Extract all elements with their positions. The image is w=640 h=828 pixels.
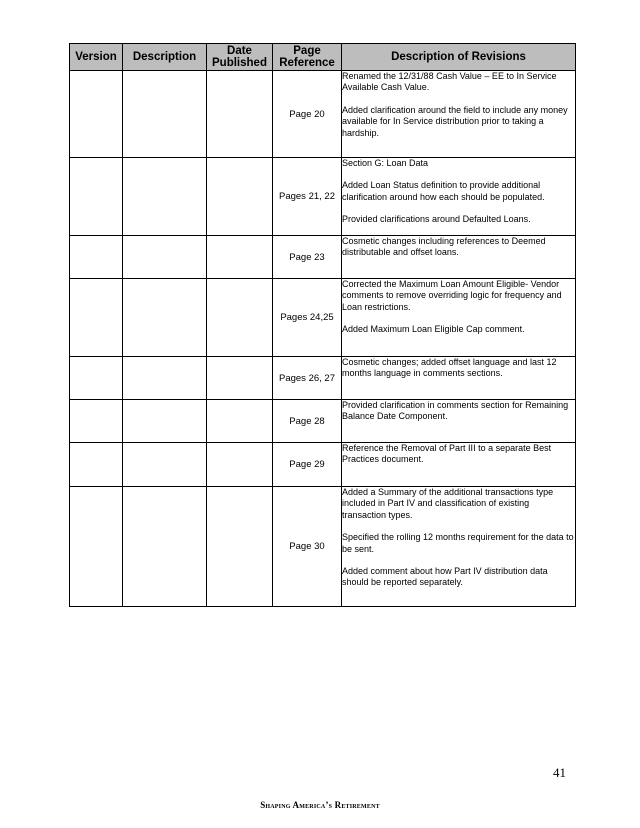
date-published-cell	[207, 443, 273, 487]
revision-text: Cosmetic changes including references to Deemed distributable and offset loans.	[342, 236, 546, 258]
revision-text: Renamed the 12/31/88 Cash Value – EE to In Service Available Cash Value.	[342, 71, 557, 93]
revisions-cell	[342, 400, 576, 443]
revision-history-table	[69, 43, 576, 607]
page-number: 41	[553, 765, 566, 780]
version-cell	[70, 400, 123, 443]
revisions-cell	[342, 357, 576, 400]
revision-text: Reference the Removal of Part III to a separate Best Practices document.	[342, 443, 552, 465]
table-row	[70, 236, 576, 279]
table-row	[70, 158, 576, 236]
table-row	[70, 487, 576, 607]
date-published-cell	[207, 400, 273, 443]
revision-text: Provided clarification in comments section for Remaining Balance Date Component.	[342, 400, 569, 422]
header-page-reference: Page Reference	[273, 44, 342, 71]
table-row	[70, 71, 576, 158]
revisions-cell	[342, 487, 576, 607]
version-cell	[70, 357, 123, 400]
table-row	[70, 400, 576, 443]
page-reference-cell: Pages 21, 22	[273, 158, 342, 236]
description-cell	[123, 236, 207, 279]
page-reference-cell: Page 29	[273, 443, 342, 487]
table-row	[70, 357, 576, 400]
version-cell	[70, 71, 123, 158]
version-cell	[70, 443, 123, 487]
revisions-cell	[342, 236, 576, 279]
revisions-cell	[342, 71, 576, 158]
version-cell	[70, 158, 123, 236]
version-cell	[70, 279, 123, 357]
description-cell	[123, 400, 207, 443]
description-cell	[123, 357, 207, 400]
date-published-cell	[207, 71, 273, 158]
page-reference-cell: Page 20	[273, 71, 342, 158]
revision-text: Added Maximum Loan Eligible Cap comment.	[342, 324, 525, 335]
description-cell	[123, 443, 207, 487]
description-cell	[123, 487, 207, 607]
page-reference-cell: Pages 26, 27	[273, 357, 342, 400]
date-published-cell	[207, 158, 273, 236]
header-version: Version	[70, 44, 123, 71]
version-cell	[70, 487, 123, 607]
revisions-cell	[342, 443, 576, 487]
date-published-cell	[207, 236, 273, 279]
page-reference-cell: Page 28	[273, 400, 342, 443]
revision-text: Added clarification around the field to include any money available for In Service distribution prior to taking a hardship.	[342, 104, 568, 138]
description-cell	[123, 279, 207, 357]
table-row	[70, 443, 576, 487]
page-reference-cell: Pages 24,25	[273, 279, 342, 357]
description-cell	[123, 158, 207, 236]
revision-text: Provided clarifications around Defaulted Loans.	[342, 214, 531, 225]
header-date-published: Date Published	[207, 44, 273, 71]
revisions-cell	[342, 279, 576, 357]
date-published-cell	[207, 487, 273, 607]
revision-text: Added comment about how Part IV distribution data should be reported separately.	[342, 566, 548, 588]
table-header-row	[70, 44, 576, 71]
revision-text: Corrected the Maximum Loan Amount Eligible- Vendor comments to remove overriding logic for frequency and Loan restrictions.	[342, 279, 562, 312]
description-cell	[123, 71, 207, 158]
revision-text: Added Loan Status definition to provide additional clarification around how each should be populated.	[342, 180, 545, 202]
date-published-cell	[207, 279, 273, 357]
date-published-cell	[207, 357, 273, 400]
header-description: Description	[123, 44, 207, 71]
revision-text: Specified the rolling 12 months requirement for the data to be sent.	[342, 532, 574, 554]
header-description-of-revisions: Description of Revisions	[342, 44, 576, 71]
revision-text: Section G: Loan Data	[342, 158, 429, 168]
page-reference-cell: Page 30	[273, 487, 342, 607]
revisions-cell	[342, 158, 576, 236]
revision-text: Added a Summary of the additional transactions type included in Part IV and classification of existing transaction types.	[342, 487, 554, 520]
document-footer: Shaping America’s Retirement	[260, 800, 380, 810]
table-row	[70, 279, 576, 357]
version-cell	[70, 236, 123, 279]
page-reference-cell: Page 23	[273, 236, 342, 279]
revision-text: Cosmetic changes; added offset language and last 12 months language in comments sections.	[342, 357, 557, 379]
